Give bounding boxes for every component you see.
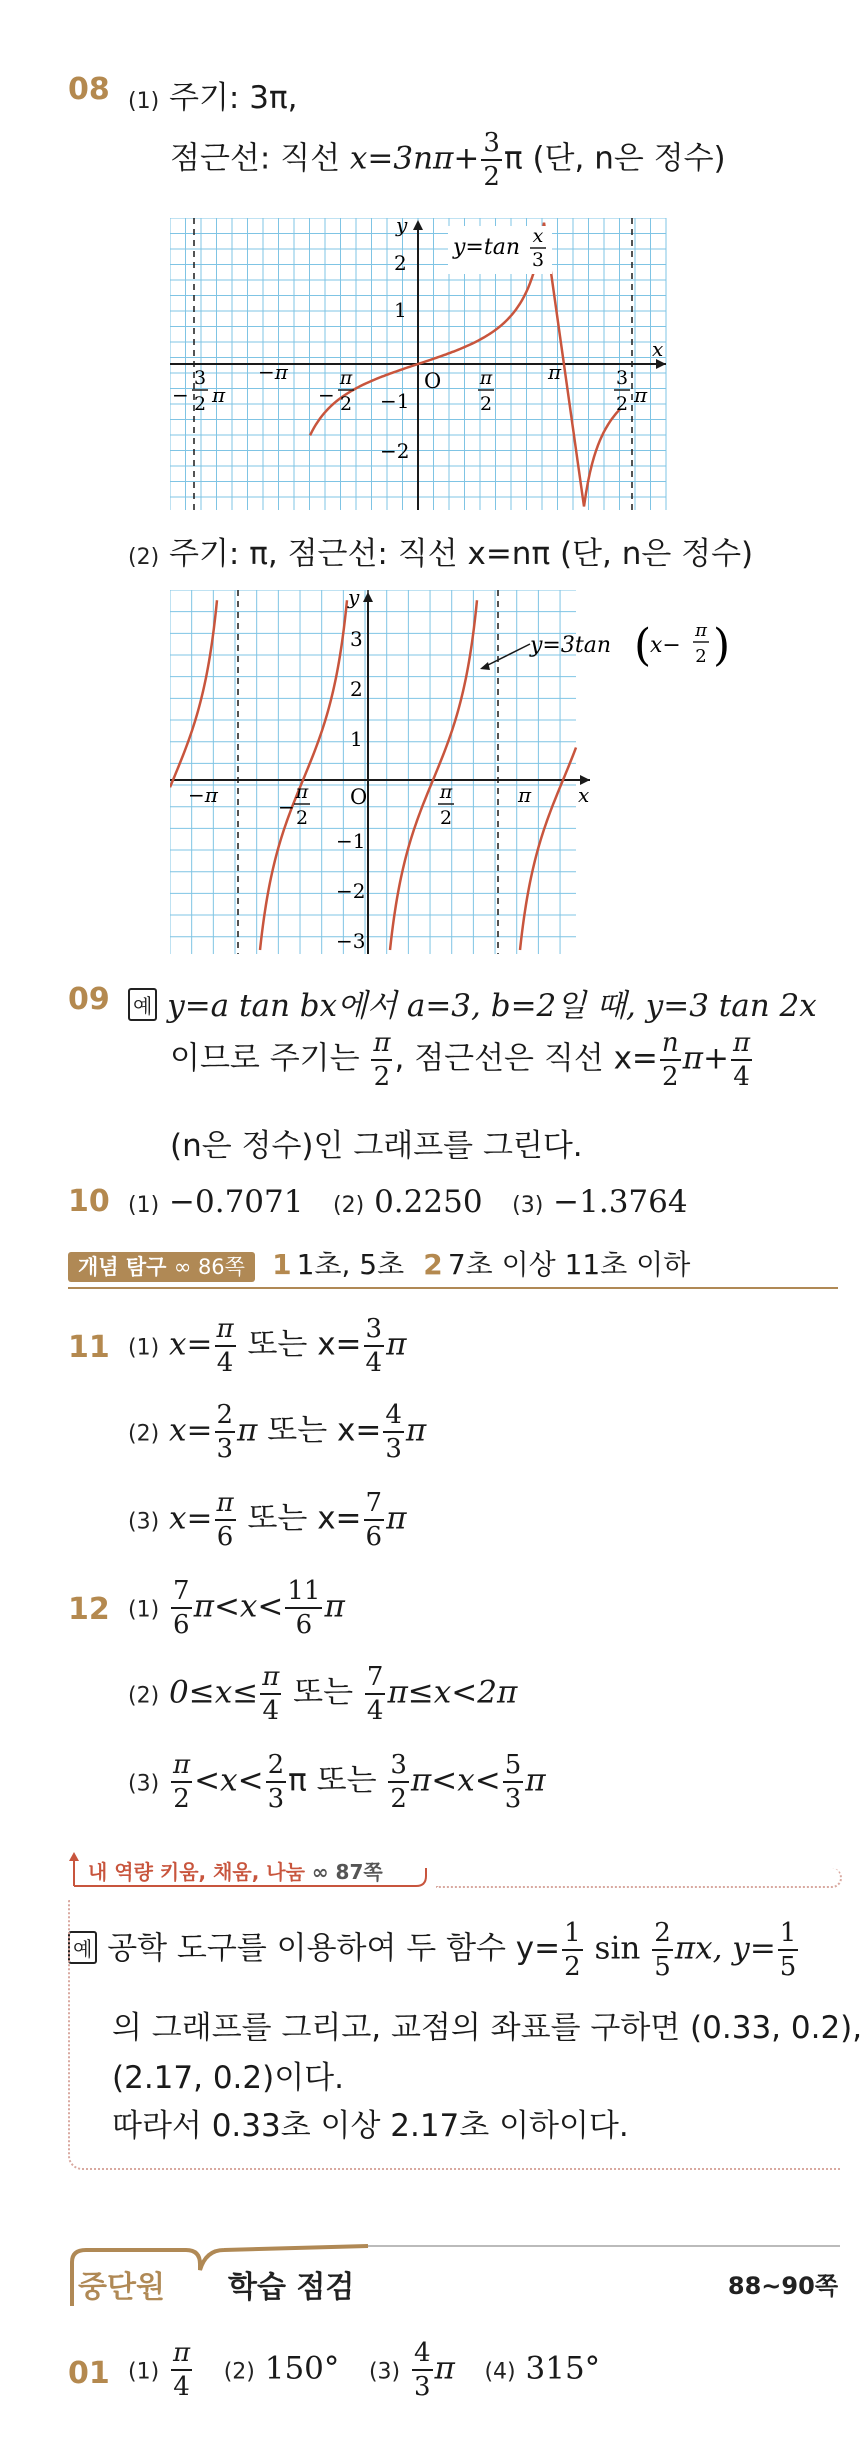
q09-line3: (n은 정수)인 그래프를 그린다. bbox=[170, 1128, 583, 1164]
graph2-eq-label: y=3tan bbox=[530, 633, 611, 658]
graph2-curves bbox=[170, 600, 576, 950]
graph1-xtick-pi: π bbox=[548, 360, 562, 384]
graph1-xtick-neg-half-den: 2 bbox=[339, 393, 353, 415]
q09-line2: 이므로 주기는 $\frac{\pi}{2}$ , 점근선은 직선 x= $\frac{n}{2}$ π+ $\frac{\pi}{4}$ bbox=[170, 1028, 751, 1092]
graph1-xtick-neg32-pi: π bbox=[212, 383, 226, 407]
section-header bbox=[68, 2240, 840, 2310]
question-number-10: 10 bbox=[68, 1184, 110, 1219]
q09-line1: 예 y=a tan bx에서 a=3, b=2일 때, y=3 tan 2x bbox=[128, 980, 817, 1025]
graph1-x-label: x bbox=[652, 337, 664, 361]
q01-answers: (1) $\frac{\pi}{4}$ (2) 150° (3) $\frac{4}{3}$ π (4) 315° bbox=[128, 2338, 601, 2402]
graph2-y-label: y bbox=[348, 590, 360, 609]
graph1-eq-label: y=tan bbox=[453, 235, 520, 260]
graph1-xtick-neg32-sign: − bbox=[172, 383, 189, 407]
graph2-curve-branch bbox=[390, 600, 477, 950]
q12-part1: (1) $\frac{7}{6}$ π<x< $\frac{11}{6}$ π bbox=[128, 1576, 345, 1640]
capacity-line4: 따라서 0.33초 이상 2.17초 이하이다. bbox=[112, 2108, 629, 2144]
graph1-y-label: y bbox=[396, 218, 408, 237]
example-badge: 예 bbox=[68, 1931, 97, 1964]
q08-part2-line: (2) 주기: π, 점근선: 직선 x=nπ (단, n은 정수) bbox=[128, 536, 754, 572]
section-pages: 88~90쪽 bbox=[727, 2272, 838, 2300]
graph2-ytick: 2 bbox=[350, 677, 363, 701]
graph2-xtick-half-den: 2 bbox=[439, 807, 453, 829]
graph1-ytick: −2 bbox=[380, 439, 410, 463]
capacity-top-border bbox=[436, 1868, 842, 1888]
capacity-line1: 예 공학 도구를 이용하여 두 함수 y= $\frac{1}{2}$ sin $\frac{2}{5}$ πx, y= $\frac{1}{5}$ bbox=[68, 1920, 800, 1980]
graph1-xtick-32-den: 2 bbox=[615, 393, 629, 415]
q11-part1: (1) x= $\frac{\pi}{4}$ 또는 x= $\frac{3}{4}$ π bbox=[128, 1314, 407, 1378]
graph2-eq-paren-close: ) bbox=[713, 620, 731, 671]
graph1-y-arrow bbox=[413, 220, 423, 230]
graph1-xtick-neg-pi: −π bbox=[258, 360, 288, 384]
graph-tan-x-over-3 bbox=[170, 218, 670, 510]
graph1-origin: O bbox=[424, 369, 442, 393]
graph2-xtick-neg-half-num: π bbox=[295, 781, 309, 803]
graph2-curve-branch bbox=[170, 600, 217, 787]
graph1-xtick-half-num: π bbox=[479, 367, 493, 389]
q11-part2: (2) x= $\frac{2}{3}$ π 또는 x= $\frac{4}{3}$ π bbox=[128, 1400, 427, 1464]
q08-period: 주기: 3π, bbox=[169, 80, 298, 116]
graph1-xtick-half-den: 2 bbox=[479, 393, 493, 415]
graph1-eq-den: 3 bbox=[531, 249, 545, 271]
q08-part1-line: (1) 주기: 3π, bbox=[128, 80, 298, 116]
question-number-09: 09 bbox=[68, 982, 110, 1017]
graph2-curve-branch bbox=[260, 600, 347, 950]
graph2-ytick: 3 bbox=[350, 627, 363, 651]
graph-3tan-x-minus-pi-over-2 bbox=[170, 590, 740, 954]
graph2-eq-den: 2 bbox=[695, 646, 707, 667]
q11-part3: (3) x= $\frac{\pi}{6}$ 또는 x= $\frac{7}{6}$ π bbox=[128, 1488, 407, 1552]
graph1-ytick: −1 bbox=[380, 389, 410, 413]
graph1-ytick: 1 bbox=[394, 298, 407, 322]
fraction: $\frac{3}{2}$ bbox=[483, 128, 500, 192]
graph2-xtick-pi: π bbox=[518, 783, 532, 807]
concept-section: 개념 탐구 ∞ 86쪽 1 1초, 5초 2 7초 이상 11초 이하 bbox=[68, 1243, 838, 1289]
q08-asymptote-line: 점근선: 직선 x=3nπ+ $\frac{3}{2}$ π (단, n은 정수) bbox=[170, 128, 726, 192]
q10-answers: (1) −0.7071 (2) 0.2250 (3) −1.3764 bbox=[128, 1184, 688, 1220]
graph2-x-label: x bbox=[578, 783, 590, 807]
graph2-curve-branch bbox=[520, 748, 576, 951]
graph2-ytick: −2 bbox=[336, 879, 366, 903]
graph1-xtick-32-num: 3 bbox=[615, 367, 629, 389]
graph2-eq-inner: x− bbox=[650, 633, 681, 658]
section-tab-1: 중단원 bbox=[78, 2270, 165, 2305]
question-number-12: 12 bbox=[68, 1592, 110, 1627]
graph2-xtick-neg-pi: −π bbox=[188, 783, 218, 807]
graph1-xtick-neg-half-sign: − bbox=[318, 383, 335, 407]
graph2-ytick: 1 bbox=[350, 727, 363, 751]
capacity-title: 내 역량 키움, 채움, 나눔 ∞ 87쪽 bbox=[88, 1860, 383, 1884]
graph2-ytick: −1 bbox=[336, 829, 366, 853]
graph2-eq-num: π bbox=[695, 620, 707, 641]
section-tab-2: 학습 점검 bbox=[228, 2270, 355, 2305]
concept-badge: 개념 탐구 ∞ 86쪽 bbox=[68, 1252, 255, 1282]
graph1-ytick: 2 bbox=[394, 251, 407, 275]
graph1-xtick-neg32-num: 3 bbox=[193, 367, 207, 389]
graph2-grid bbox=[170, 590, 576, 954]
q12-part2: (2) 0≤x≤ $\frac{\pi}{4}$ 또는 $\frac{7}{4}$ π≤x<2π bbox=[128, 1662, 518, 1726]
capacity-box-border bbox=[68, 1900, 840, 2170]
graph2-origin: O bbox=[350, 785, 368, 809]
capacity-line3: (2.17, 0.2)이다. bbox=[112, 2060, 344, 2096]
graph1-xtick-neg-half-num: π bbox=[339, 367, 353, 389]
graph1-xtick-neg32-den: 2 bbox=[193, 393, 207, 415]
graph2-xtick-neg-half-sign: − bbox=[278, 795, 295, 819]
question-number-08: 08 bbox=[68, 72, 110, 107]
question-number-11: 11 bbox=[68, 1330, 110, 1365]
example-badge: 예 bbox=[128, 988, 157, 1021]
q12-part3: (3) $\frac{\pi}{2}$ <x< $\frac{2}{3}$ π 또는 $\frac{3}{2}$ π<x< $\frac{5}{3}$ π bbox=[128, 1750, 546, 1814]
graph1-eq-num: x bbox=[532, 225, 544, 247]
capacity-line2: 의 그래프를 그리고, 교점의 좌표를 구하면 (0.33, 0.2), bbox=[112, 2010, 863, 2046]
graph2-eq-paren-open: ( bbox=[634, 620, 652, 671]
graph2-xtick-neg-half-den: 2 bbox=[295, 807, 309, 829]
graph2-ytick: −3 bbox=[336, 929, 366, 953]
question-number-01: 01 bbox=[68, 2356, 110, 2391]
graph2-xtick-half-num: π bbox=[439, 781, 453, 803]
graph1-xtick-32-pi: π bbox=[634, 383, 648, 407]
graph2-callout-line bbox=[482, 644, 530, 668]
capacity-header bbox=[68, 1852, 436, 1886]
